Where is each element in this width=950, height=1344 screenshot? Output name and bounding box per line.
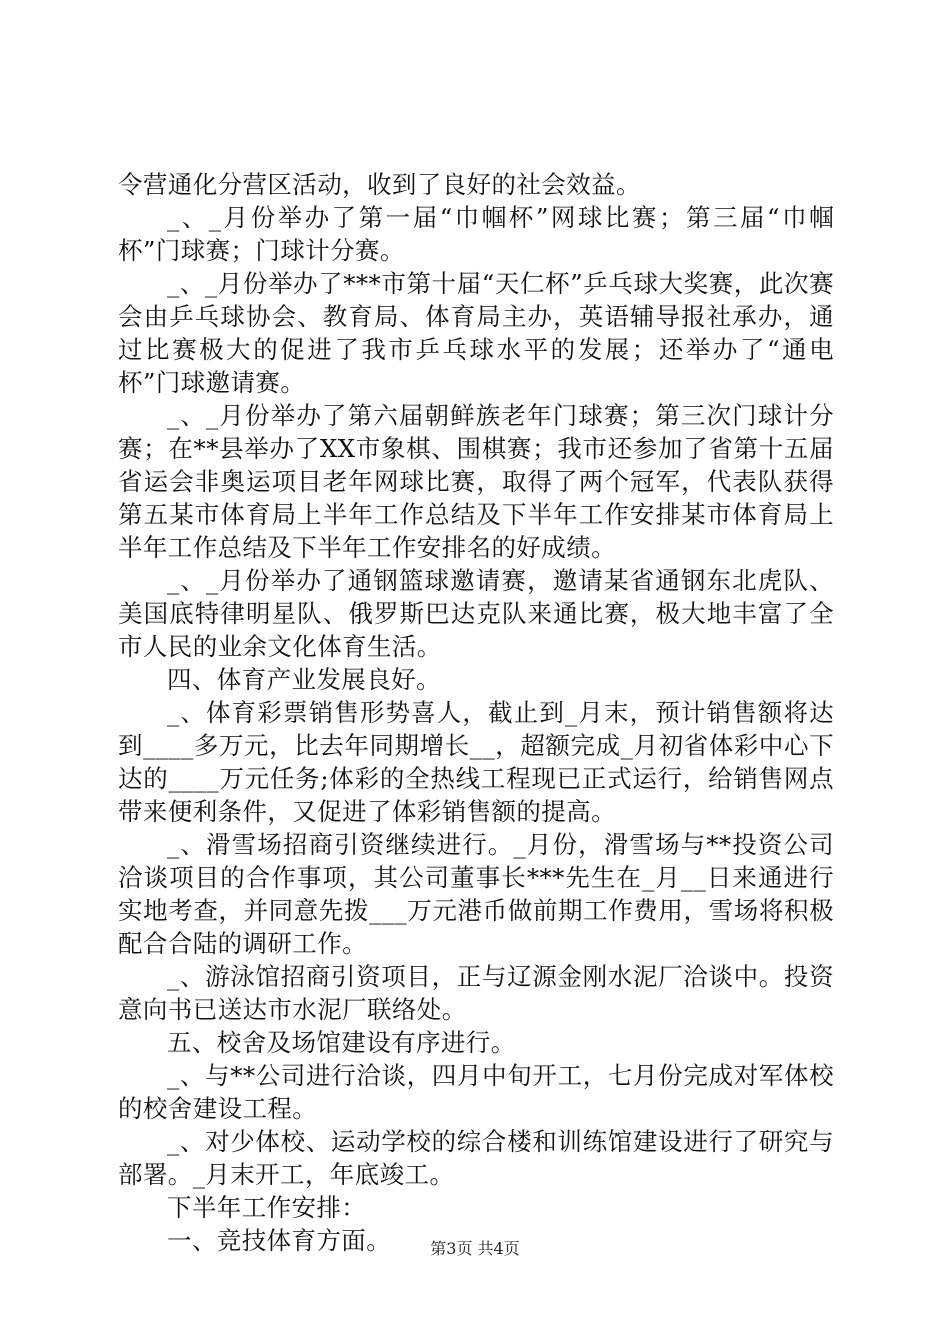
- section-heading: 四、体育产业发展良好。: [167, 665, 441, 694]
- paragraph: _、对少体校、运动学校的综合楼和训练馆建设进行了研究与部署。_月末开工，年底竣工。: [118, 1127, 834, 1189]
- paragraph: 令营通化分营区活动，收到了良好的社会效益。: [118, 170, 641, 199]
- section-heading: 五、校舍及场馆建设有序进行。: [167, 1028, 516, 1057]
- paragraph: _、游泳馆招商引资项目，正与辽源金刚水泥厂洽谈中。投资意向书已送达市水泥厂联络处。: [118, 962, 834, 1024]
- paragraph: _、_月份举办了第一届“巾帼杯”网球比赛；第三届“巾帼杯”门球赛；门球计分赛。: [118, 203, 834, 265]
- document-body: [118, 168, 834, 1257]
- paragraph: _、_月份举办了通钢篮球邀请赛，邀请某省通钢东北虎队、美国底特律明星队、俄罗斯巴达克队来通比赛，极大地丰富了全市人民的业余文化体育生活。: [118, 566, 834, 661]
- paragraph: _、_月份举办了***市第十届“天仁杯”乒乓球大奖赛，此次赛会由乒乓球协会、教育局、体育局主办，英语辅导报社承办，通过比赛极大的促进了我市乒乓球水平的发展；还举办了“通电杯”门球邀请赛。: [118, 269, 834, 397]
- paragraph: _、_月份举办了第六届朝鲜族老年门球赛；第三次门球计分赛；在**县举办了XX市象棋、围棋赛；我市还参加了省第十五届省运会非奥运项目老年网球比赛，取得了两个冠军，代表队获得第五某市体育局上半年工作总结及下半年工作安排某市体育局上半年工作总结及下半年工作安排名的好成绩。: [118, 401, 834, 562]
- paragraph: _、与**公司进行洽谈，四月中旬开工，七月份完成对军体校的校舍建设工程。: [118, 1061, 834, 1123]
- paragraph: _、体育彩票销售形势喜人，截止到_月末，预计销售额将达到____多万元，比去年同期增长__，超额完成_月初省体彩中心下达的____万元任务;体彩的全热线工程现已正式运行，给销售网点带来便利条件，又促进了体彩销售额的提高。: [118, 698, 834, 826]
- section-heading: 一、竞技体育方面。: [167, 1226, 392, 1255]
- page-number-footer: 第3页 共4页: [430, 1239, 520, 1258]
- paragraph: _、滑雪场招商引资继续进行。_月份，滑雪场与**投资公司洽谈项目的合作事项，其公司董事长***先生在_月__日来通进行实地考查，并同意先拨___万元港币做前期工作费用，雪场将积极配合合陆的调研工作。: [118, 830, 834, 958]
- section-heading: 下半年工作安排：: [167, 1193, 367, 1222]
